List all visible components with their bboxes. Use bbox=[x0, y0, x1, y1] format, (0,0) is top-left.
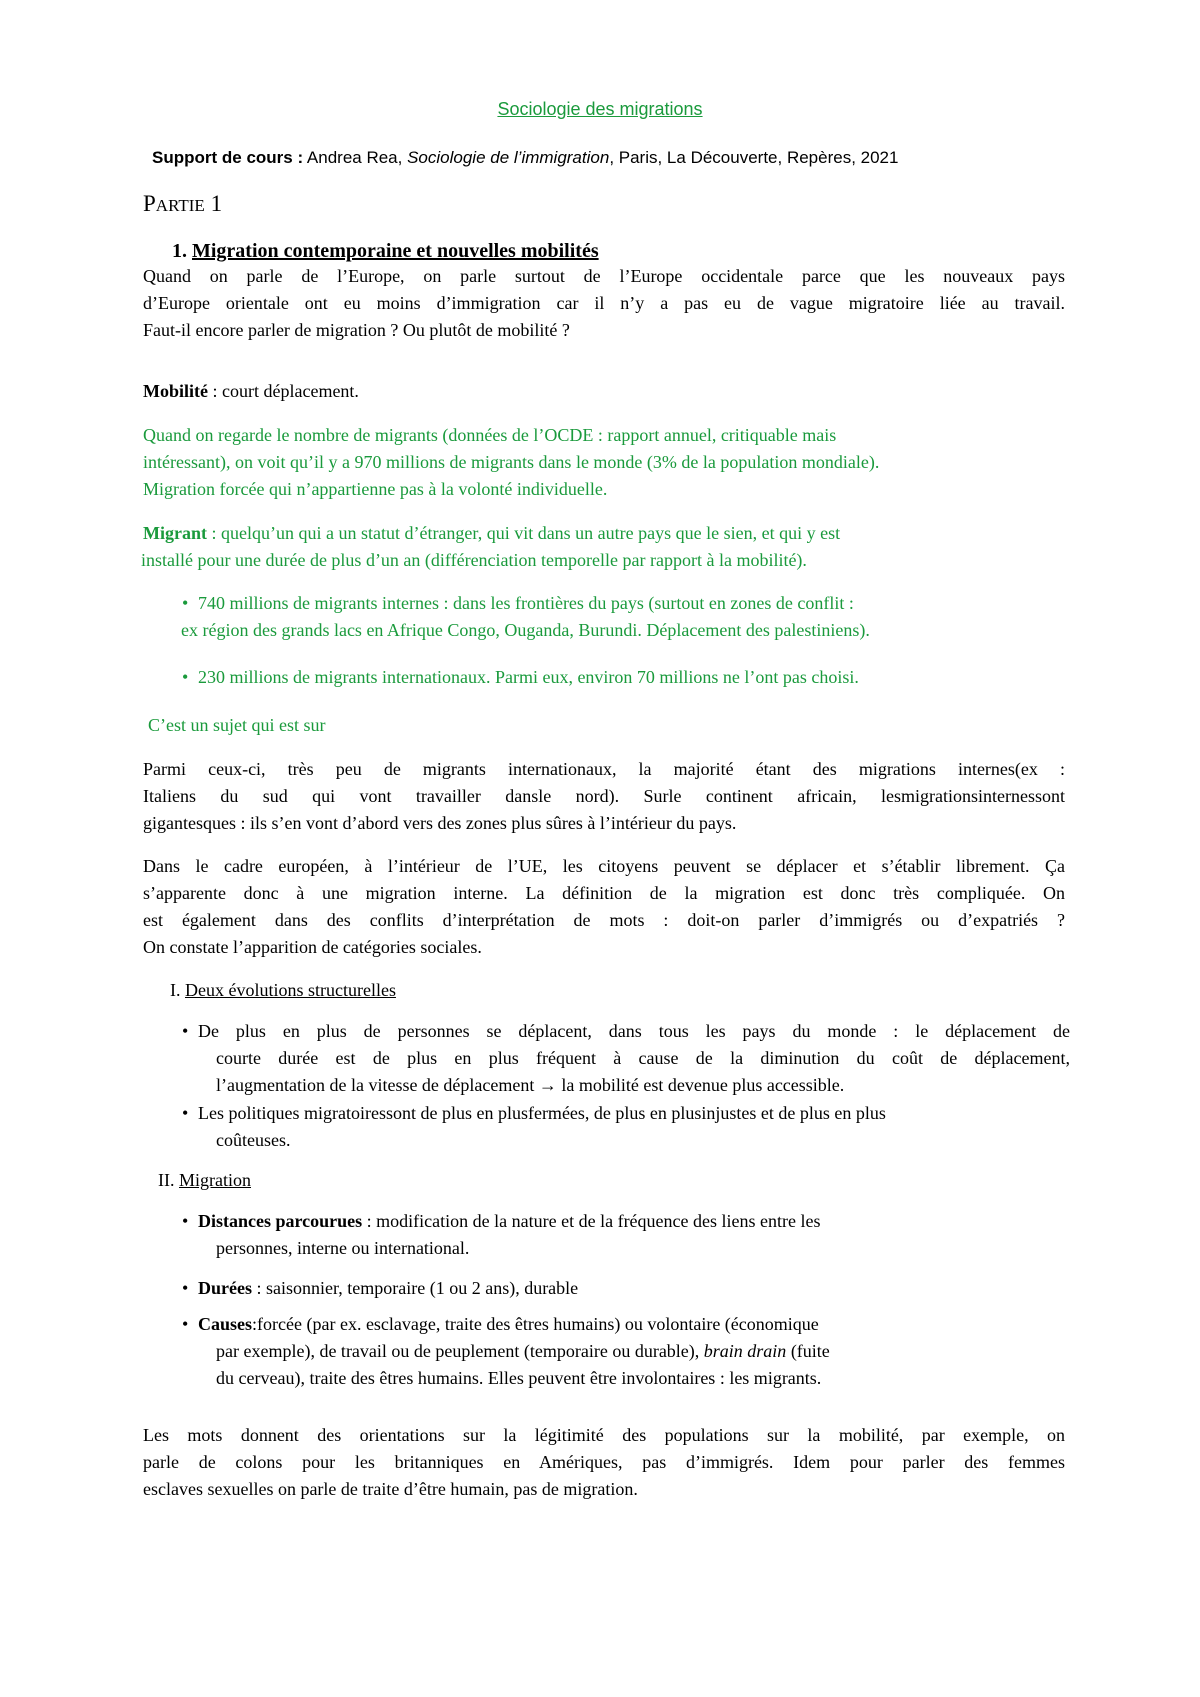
conclusion-line-3: esclaves sexuelles on parle de traite d’être humain, pas de migration. bbox=[143, 1479, 638, 1499]
intro-line-1: Quand on parle de l’Europe, on parle surtout de l’Europe occidentale parce que les nouveaux pays bbox=[143, 266, 1065, 286]
section-II-title: Migration bbox=[179, 1170, 251, 1190]
conclusion-line-1: Les mots donnent des orientations sur la légitimité des populations sur la mobilité, par exemple, on bbox=[143, 1425, 1065, 1445]
section-heading-number: 1. bbox=[172, 240, 192, 262]
bullet-icon: • bbox=[182, 1278, 189, 1298]
structural-bullet-1-line-1: De plus en plus de personnes se déplacent, dans tous les pays du monde : le déplacement de bbox=[198, 1021, 1070, 1041]
part-heading-smallcaps: ARTIE bbox=[155, 196, 205, 215]
migration-bullet-distances bbox=[182, 1208, 820, 1262]
conclusion-line-2: parle de colons pour les britanniques en Amériques, pas d’immigrés. Idem pour parler des femmes bbox=[143, 1452, 1065, 1472]
intro-line-3: Faut-il encore parler de migration ? Ou plutôt de mobilité ? bbox=[143, 320, 570, 340]
mobilite-def: : court déplacement. bbox=[208, 381, 359, 401]
intro-line-2: d’Europe orientale ont eu moins d’immigration car il n’y a pas eu de vague migratoire liée au travail. bbox=[143, 293, 1065, 313]
ocde-line-3: Migration forcée qui n’appartienne pas à la volonté individuelle. bbox=[143, 479, 608, 499]
ocde-line-2: intéressant), on voit qu’il y a 970 millions de migrants dans le monde (3% de la population mondiale). bbox=[143, 452, 880, 472]
migrant-definition bbox=[143, 520, 1065, 574]
bullet-icon: • bbox=[182, 667, 189, 687]
section-II-number: II. bbox=[158, 1170, 179, 1190]
bullet-icon: • bbox=[182, 593, 189, 613]
structural-bullet-2-line-1: Les politiques migratoiressont de plus en plusfermées, de plus en plusinjustes et de plus en plus bbox=[198, 1103, 886, 1123]
cadre-line-4: On constate l’apparition de catégories sociales. bbox=[143, 937, 482, 957]
section-I-number: I. bbox=[170, 980, 185, 1000]
green-bullet-internal bbox=[182, 590, 870, 644]
structural-bullet-1 bbox=[182, 1018, 1070, 1099]
course-support-line bbox=[152, 144, 898, 171]
parmi-line-2: Italiens du sud qui vont travailler dansle nord). Surle continent africain, lesmigrationsinternessont bbox=[143, 786, 1065, 806]
parmi-line-3: gigantesques : ils s’en vont d’abord vers des zones plus sûres à l’intérieur du pays. bbox=[143, 813, 737, 833]
distances-term: Distances parcourues bbox=[198, 1211, 363, 1231]
durees-text: : saisonnier, temporaire (1 ou 2 ans), durable bbox=[251, 1278, 579, 1298]
structural-bullet-1-line-3: l’augmentation de la vitesse de déplacement → la mobilité est devenue plus accessible. bbox=[216, 1075, 845, 1095]
causes-brain-drain: brain drain bbox=[703, 1341, 787, 1361]
distances-line-2: personnes, interne ou international. bbox=[216, 1238, 470, 1258]
green-bullet-1-line-1: 740 millions de migrants internes : dans les frontières du pays (surtout en zones de conflit : bbox=[198, 593, 854, 613]
structural-bullet-1-line-2: courte durée est de plus en plus fréquent à cause de la diminution du coût de déplacement, bbox=[216, 1048, 1070, 1068]
structural-bullet-2-line-2: coûteuses. bbox=[216, 1130, 291, 1150]
section-heading-I bbox=[170, 977, 396, 1004]
cadre-line-2: s’apparente donc à une migration interne. La définition de la migration est donc très compliquée. On bbox=[143, 883, 1065, 903]
structural-bullet-2 bbox=[182, 1100, 886, 1154]
intro-paragraph bbox=[143, 263, 1065, 344]
bullet-icon: • bbox=[182, 1021, 189, 1041]
green-bullet-1-line-2: ex région des grands lacs en Afrique Congo, Ouganda, Burundi. Déplacement des palestiniens). bbox=[181, 620, 870, 640]
section-heading-1 bbox=[172, 238, 599, 265]
bullet-icon: • bbox=[182, 1211, 189, 1231]
ocde-paragraph bbox=[143, 422, 1065, 503]
conclusion-paragraph bbox=[143, 1422, 1065, 1503]
support-label: Support de cours : bbox=[152, 148, 304, 167]
migration-bullet-causes bbox=[182, 1311, 830, 1392]
cadre-line-1: Dans le cadre européen, à l’intérieur de l’UE, les citoyens peuvent se déplacer et s’établir librement. Ça bbox=[143, 856, 1065, 876]
part-heading-number: 1 bbox=[204, 191, 223, 216]
green-bullet-international bbox=[182, 664, 859, 691]
bullet-icon: • bbox=[182, 1103, 189, 1123]
section-heading-II bbox=[158, 1167, 251, 1194]
migrant-line-2: installé pour une durée de plus d’un an (différenciation temporelle par rapport à la mobilité). bbox=[141, 550, 807, 570]
parmi-paragraph bbox=[143, 756, 1065, 837]
cadre-line-3: est également dans des conflits d’interprétation de mots : doit-on parler d’immigrés ou d’expatriés ? bbox=[143, 910, 1065, 930]
durees-term: Durées bbox=[198, 1278, 252, 1298]
causes-term: Causes bbox=[198, 1314, 253, 1334]
ocde-line-1: Quand on regarde le nombre de migrants (données de l’OCDE : rapport annuel, critiquable mais bbox=[143, 425, 837, 445]
part-heading bbox=[143, 190, 222, 219]
causes-line-1: :forcée (par ex. esclavage, traite des êtres humains) ou volontaire (économique bbox=[252, 1314, 819, 1334]
green-bullet-2: 230 millions de migrants internationaux. Parmi eux, environ 70 millions ne l’ont pas choisi. bbox=[198, 667, 859, 687]
distances-line-1: : modification de la nature et de la fréquence des liens entre les bbox=[362, 1211, 821, 1231]
migrant-term: Migrant bbox=[143, 523, 207, 543]
sujet-line: C’est un sujet qui est sur bbox=[148, 715, 326, 735]
mobilite-definition bbox=[143, 378, 1065, 405]
support-book-title: Sociologie de l’immigration bbox=[407, 148, 610, 167]
support-publisher: , Paris, La Découverte, Repères, 2021 bbox=[609, 148, 899, 167]
support-author: Andrea Rea, bbox=[303, 148, 408, 167]
parmi-line-1: Parmi ceux-ci, très peu de migrants internationaux, la majorité étant des migrations internes(ex : bbox=[143, 759, 1065, 779]
causes-line-2b: (fuite bbox=[786, 1341, 830, 1361]
bullet-icon: • bbox=[182, 1314, 189, 1334]
migrant-line-1: : quelqu’un qui a un statut d’étranger, qui vit dans un autre pays que le sien, et qui y est bbox=[206, 523, 841, 543]
causes-line-2a: par exemple), de travail ou de peuplement (temporaire ou durable), bbox=[216, 1341, 704, 1361]
migration-bullet-durees bbox=[182, 1275, 578, 1302]
part-heading-initial: P bbox=[143, 191, 156, 216]
causes-line-3: du cerveau), traite des êtres humains. Elles peuvent être involontaires : les migrants. bbox=[216, 1368, 822, 1388]
mobilite-term: Mobilité bbox=[143, 381, 208, 401]
cadre-paragraph bbox=[143, 853, 1065, 961]
document-title: Sociologie des migrations bbox=[497, 99, 703, 119]
section-I-title: Deux évolutions structurelles bbox=[185, 980, 396, 1000]
section-heading-text: Migration contemporaine et nouvelles mobilités bbox=[192, 240, 599, 262]
